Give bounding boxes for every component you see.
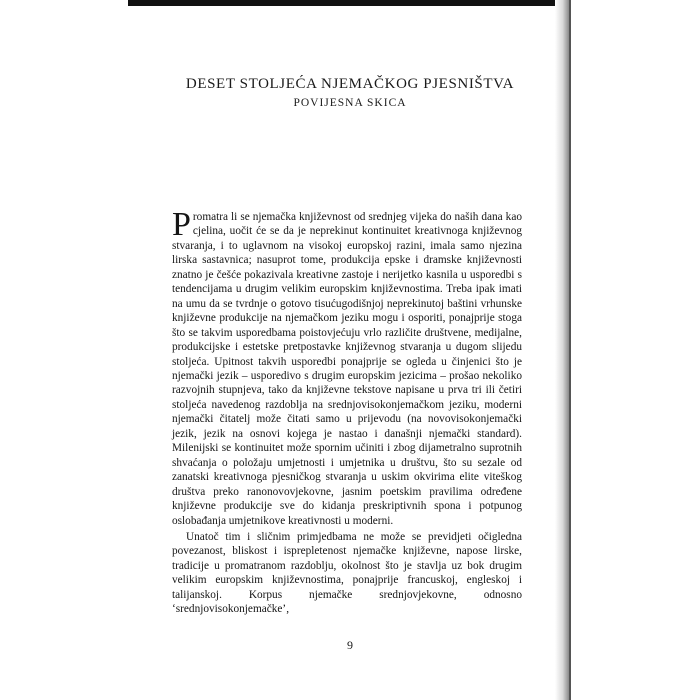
body-text xyxy=(172,206,522,617)
paragraph-1 xyxy=(172,206,522,528)
page-gutter-shadow xyxy=(555,0,569,700)
chapter-title: DESET STOLJEĆA NJEMAČKOG PJESNIŠTVA xyxy=(185,76,515,92)
paragraph-1-text: romatra li se njemačka književnost od srednjeg vijeka do naših dana kao cjelina, uočit će se da je neprekinut kontinuitet kreativnoga književnog stvaranja, i to uglavnom na visokoj europskoj razini, imala samo njezina lirska sastavnica; nasuprot tome, produkcija epske i dramske književnosti znatno je češće pokazivala kreativne zastoje i nerijetko kasnila u usporedbi s tendencijama u drugim velikim europskim književnostima. Treba ipak imati na umu da se tvrdnje o gotovo tisućugodišnjoj neprekinutoj baštini vrhunske književne produkcije na njemačkom jeziku mogu i osporiti, ponajprije stoga što se takvim usporedbama poistovjećuju vrlo različite društvene, medijalne, produkcijske i estetske pretpostavke književnog stvaranja u dugom slijedu stoljeća. Upitnost takvih usporedbi ponajprije se ogleda u činjenici što je njemački jezik – usporedivo s drugim europskim jezicima – prošao nekoliko razvojnih stupnjeva, tako da književne tekstove napisane u prva tri ili četiri stoljeća navedenog razdoblja na srednjovisokonjemačkom jeziku, moderni njemački čitatelj može čitati samo u prijevodu (na novovisokonjemački jezik, jezik na osnovi kojega je nastao i današnji njemački standard). Milenijski se kontinuitet može spornim učiniti i zbog dijametralno suprotnih shvaćanja o položaju umjetnosti i umjetnika u društvu, što su sezale od zanatski kreativnoga pjesničkog stvaranja u uskim okvirima elite viteškog društva preko ranonovovjekovne, jasnim poetskim pravilima određene književne produkcije sve do kidanja preskriptivnih spona i potpunog oslobađanja umjetnikove kreativnosti u moderni. xyxy=(172,211,522,527)
scan-edge-bar xyxy=(128,0,564,6)
page-edge-line xyxy=(569,0,571,700)
page-number: 9 xyxy=(347,638,353,652)
chapter-subtitle: POVIJESNA SKICA xyxy=(293,97,407,109)
paragraph-2: Unatoč tim i sličnim primjedbama ne može se previdjeti očigledna povezanost, bliskost i isprepletenost njemačke književne, napose lirske, tradicije u promatranom razdoblju, okolnost što je stavlja uz bok drugim velikim europskim književnostima, ponajprije francuskoj, engleskoj i talijanskoj. Korpus njemačke srednjovjekovne, odnosno ‘srednjovisokonjemačke’, xyxy=(172,530,522,616)
drop-cap: P xyxy=(172,206,191,243)
